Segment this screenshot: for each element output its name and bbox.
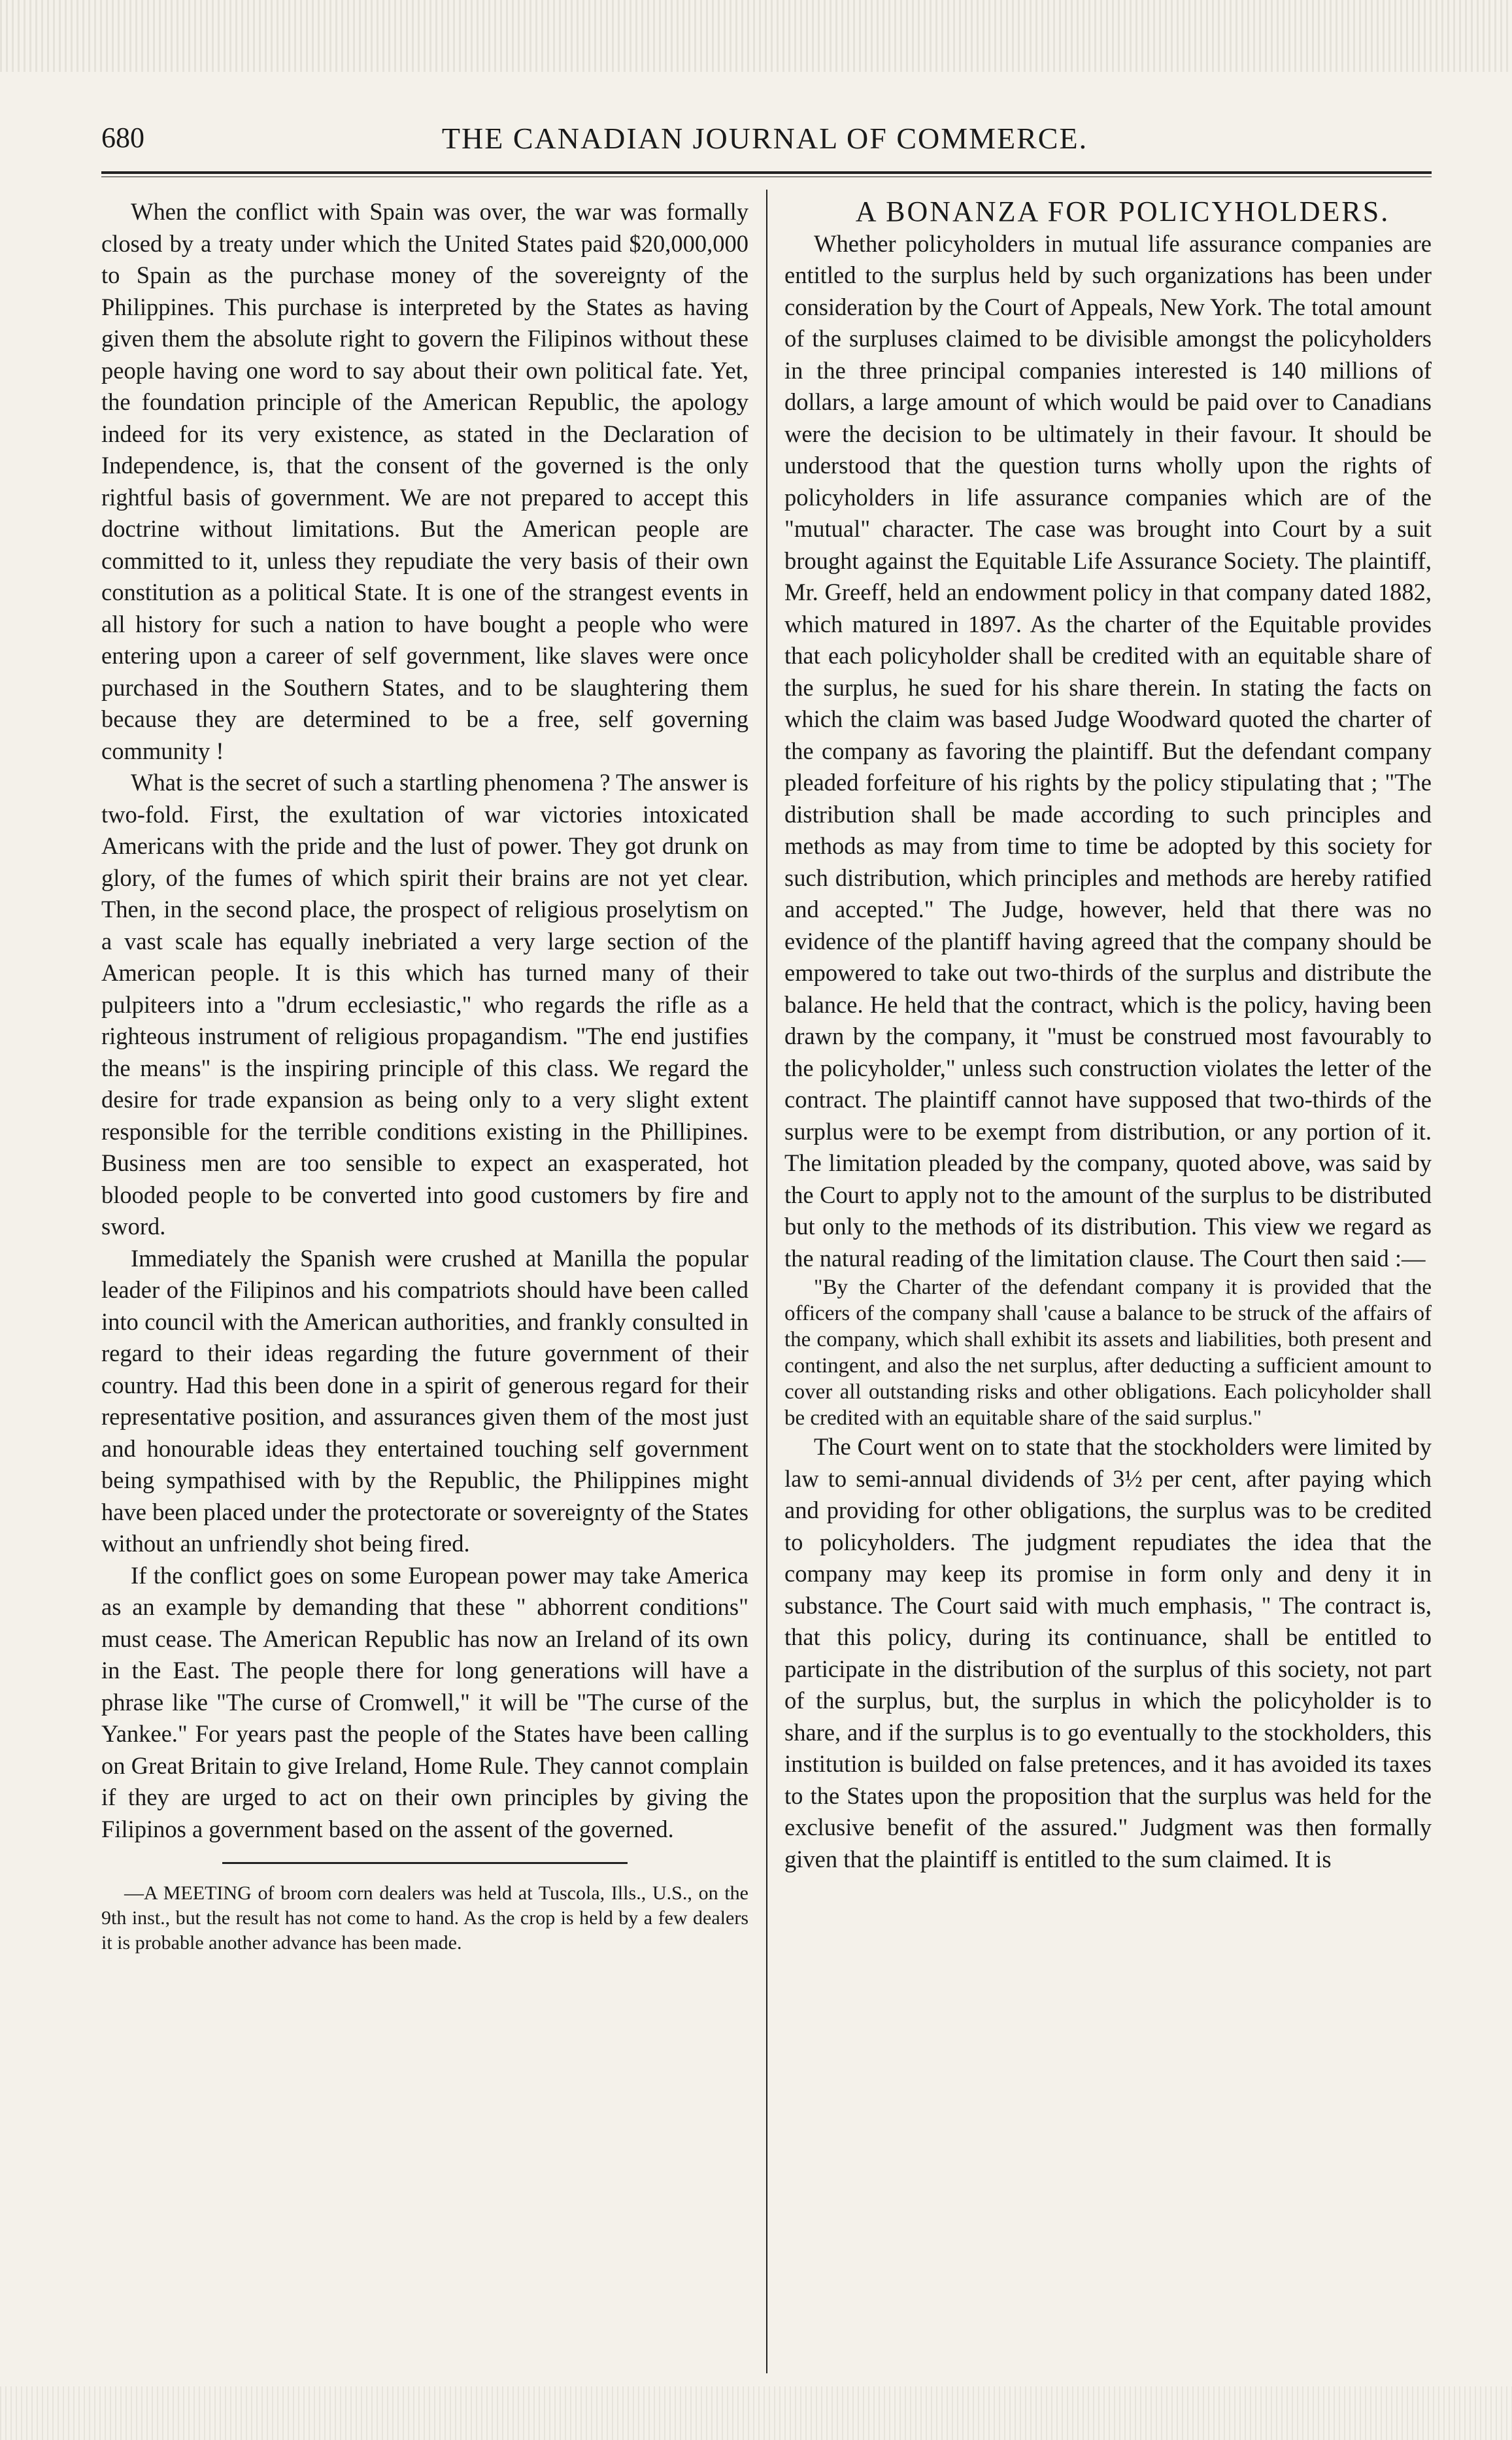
left-paragraph: When the conflict with Spain was over, the war was formally closed by a treaty under which the United States paid $20,000,000 to Spain as the purchase money of the sovereignty of the Philippines. This purchase is interpreted by the States as having given them the absolute right to govern the Filipinos without these people having one word to say about their own political fate. Yet, the foundation principle of the American Republic, the apology indeed for its very existence, as stated in the Declaration of Independence, is, that the consent of the governed is the only rightful basis of government. We are not prepared to accept this doctrine without limitations. But the American people are committed to it, unless they repudiate the very basis of their own constitution as a political State. It is one of the strangest events in all history for such a nation to have bought a people who were entering upon a career of self government, like slaves were once purchased in the Southern States, and to be slaughtering them because they are determined to be a free, self governing community !	[101, 198, 748, 764]
scan-noise-bottom	[0, 2386, 1512, 2440]
left-column	[101, 196, 748, 2373]
left-paragraph: What is the secret of such a startling phenomena ? The answer is two-fold. First, the exultation of war victories intoxicated Americans with the pride and the lust of power. They got drunk on glory, of the fumes of which spirit their brains are not yet clear. Then, in the second place, the prospect of religious proselytism on a vast scale has equally inebriated a very large section of the American people. It is this which has turned many of their pulpiteers into a "drum ecclesiastic," who regards the rifle as a righteous instrument of religious propagandism. "The end justifies the means" is the inspiring principle of this class. We regard the desire for trade expansion as being only to a very slight extent responsible for the terrible conditions existing in the Phillipines. Business men are too sensible to expect an exasperated, hot blooded people to be converted into good customers by fire and sword.	[101, 769, 748, 1240]
footnote: —A MEETING of broom corn dealers was held at Tuscola, Ills., U.S., on the 9th inst., but the result has not come to hand. As the crop is held by a few dealers it is probable another advance has been made.	[101, 1882, 748, 1954]
column-divider	[766, 190, 767, 2373]
article-title: A BONANZA FOR POLICYHOLDERS.	[855, 196, 1390, 228]
right-column	[784, 196, 1432, 2373]
right-paragraph: Whether policyholders in mutual life assurance companies are entitled to the surplus held by such organizations has been under consideration by the Court of Appeals, New York. The total amount of the surpluses claimed to be divisible amongst the policyholders in the three principal companies interested is 140 millions of dollars, a large amount of which would be paid over to Canadians were the decision to be ultimately in their favour. It should be understood that the question turns wholly upon the rights of policyholders in life assurance companies which are of the "mutual" character. The case was brought into Court by a suit brought against the Equitable Life Assurance Society. The plaintiff, Mr. Greeff, held an endowment policy in that company dated 1882, which matured in 1897. As the charter of the Equitable provides that each policyholder shall be credited with an equitable share of the surplus, he sued for his share therein. In stating the facts on which the claim was based Judge Woodward quoted the charter of the company as favoring the plaintiff. But the defendant company pleaded forfeiture of his rights by the policy stipulating that ; "The distribution shall be made according to such principles and methods as may from time to time be adopted by this society for such distribution, which principles and methods are hereby ratified and accepted." The Judge, however, held that there was no evidence of the plantiff having agreed that the company should be empowered to take out two-thirds of the surplus and distribute the balance. He held that the contract, which is the policy, having been drawn by the company, it "must be construed most favourably to the policyholder," unless such construction violates the letter of the contract. The plaintiff cannot have supposed that two-thirds of the surplus were to be exempt from distribution, or any portion of it. The limitation pleaded by the company, quoted above, was said by the Court to apply not to the amount of the surplus to be distributed but only to the methods of its distribution. This view we regard as the natural reading of the limitation clause. The Court then said :—	[784, 229, 1432, 1272]
court-quote: "By the Charter of the defendant company it is provided that the officers of the company shall 'cause a balance to be struck of the affairs of the company, which shall exhibit its assets and liabilities, both present and contingent, and also the net surplus, after deducting a sufficient amount to cover all outstanding risks and other obligations. Each policyholder shall be credited with an equitable share of the said surplus."	[784, 1276, 1432, 1430]
page-number: 680	[101, 122, 144, 154]
scan-noise-top	[0, 0, 1512, 72]
left-paragraph: Immediately the Spanish were crushed at Manilla the popular leader of the Filipinos and his compatriots should have been called into council with the American authorities, and frankly consulted in regard to their ideas regarding the future government of their country. Had this been done in a spirit of generous regard for their representative position, and assurances given them of the most just and honourable ideas they entertained touching self government being sympathised with by the Republic, the Philippines might have been placed under the protectorate or sovereignty of the States without an unfriendly shot being fired.	[101, 1244, 748, 1557]
right-paragraph-closing: The Court went on to state that the stockholders were limited by law to semi-annual dividends of 3½ per cent, after paying which and providing for other obligations, the surplus was to be credited to policyholders. The judgment repudiates the idea that the company may keep its promise in form only and deny it in substance. The Court said with much emphasis, " The contract is, that this policy, during its continuance, shall be entitled to participate in the distribution of the surplus of this society, not part of the surplus, but, the surplus in which the policyholder is to share, and if the surplus is to go eventually to the stockholders, this institution is builded on false pretences, and it has avoided its taxes to the States upon the proposition that the surplus was held for the exclusive benefit of the assured." Judgment was then formally given that the plaintiff is entitled to the sum claimed. It is	[784, 1433, 1432, 1872]
header-rule-thick	[101, 171, 1432, 174]
journal-title: THE CANADIAN JOURNAL OF COMMERCE.	[441, 122, 1088, 155]
page-header	[101, 121, 1428, 167]
left-paragraph: If the conflict goes on some European power may take America as an example by demanding that these " abhorrent conditions" must cease. The American Republic has now an Ireland of its own in the East. The people there for long generations will have a phrase like "The curse of Cromwell," it will be "The curse of the Yankee." For years past the people of the States have been calling on Great Britain to give Ireland, Home Rule. They cannot complain if they are urged to act on their own principles by giving the Filipinos a government based on the assent of the governed.	[101, 1561, 748, 1842]
footnote-divider	[222, 1862, 628, 1864]
